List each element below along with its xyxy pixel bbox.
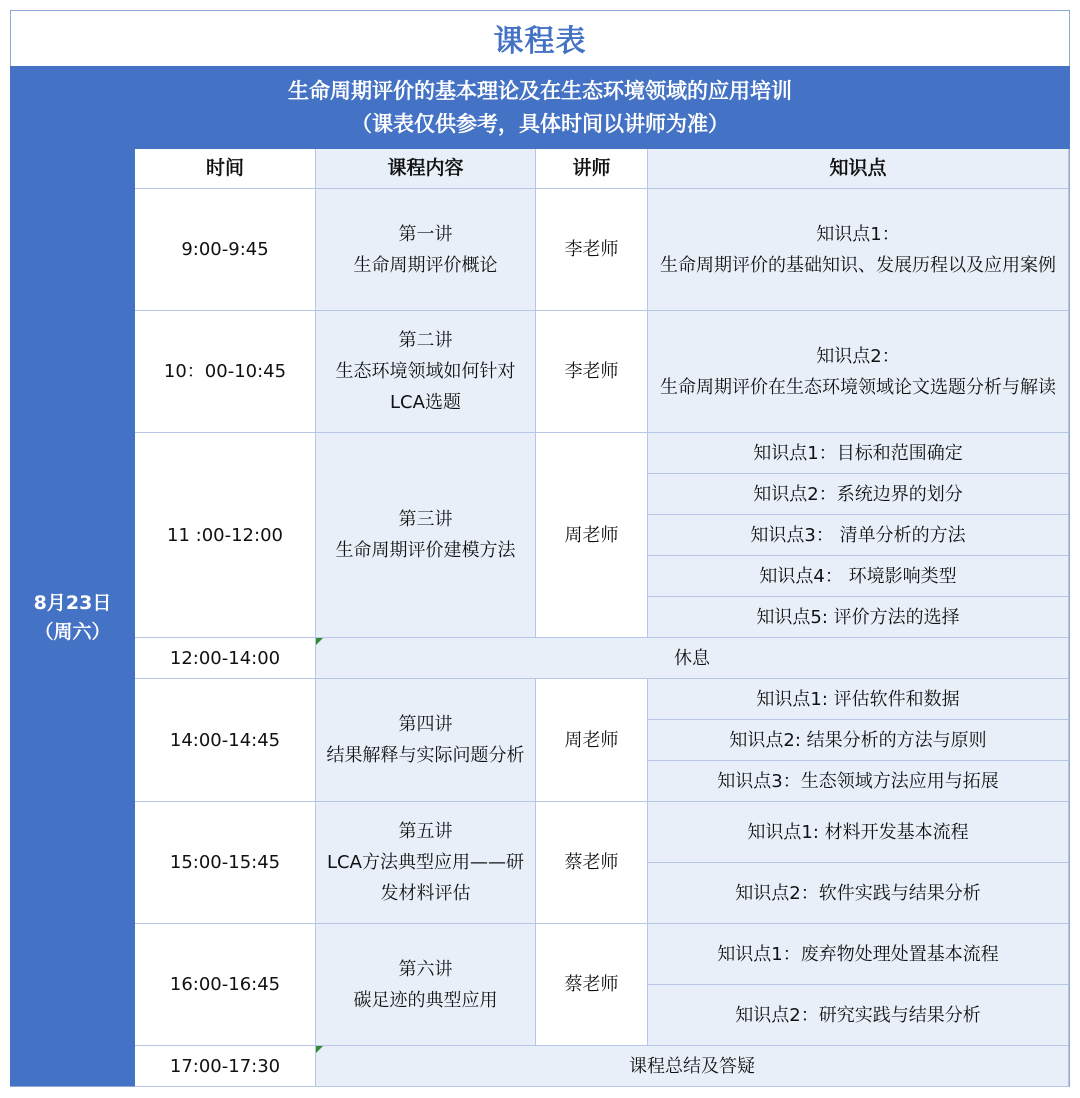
summary-label: 课程总结及答疑 (316, 1046, 1069, 1087)
session-5-kp-1: 知识点1: 材料开发基本流程 (648, 802, 1069, 863)
session-4-teacher: 周老师 (536, 679, 648, 802)
session-2-content (316, 311, 536, 433)
schedule-table (135, 149, 1069, 1086)
session-2-time: 10：00-10:45 (135, 311, 316, 433)
session-1-topic: 生命周期评价概论 (353, 254, 498, 276)
session-4-time: 14:00-14:45 (135, 679, 316, 802)
session-1-lecture: 第一讲 (398, 223, 453, 245)
session-3-time: 11 :00-12:00 (135, 433, 316, 638)
session-2-topic-line2: LCA选题 (390, 392, 461, 413)
weekday-label: （周六） (34, 620, 111, 643)
session-2-knowledge (648, 311, 1069, 433)
session-3-kp-5: 知识点5: 评价方法的选择 (648, 597, 1069, 638)
date-label: 8月23日 (33, 591, 112, 614)
session-6-lecture: 第六讲 (398, 958, 453, 980)
session-4-content (316, 679, 536, 802)
session-3-kp-2: 知识点2：系统边界的划分 (648, 474, 1069, 515)
date-column (10, 149, 135, 1086)
session-5-topic-line2: 发材料评估 (380, 883, 471, 904)
session-5-lecture: 第五讲 (398, 821, 453, 842)
header-time: 时间 (135, 149, 316, 189)
session-2-kp-text: 生命周期评价在生态环境领域论文选题分析与解读 (660, 376, 1056, 398)
session-2-teacher: 李老师 (536, 311, 648, 433)
session-4-lecture: 第四讲 (398, 714, 453, 735)
session-5-teacher: 蔡老师 (536, 802, 648, 924)
session-3-kp-4: 知识点4： 环境影响类型 (648, 556, 1069, 597)
break-time: 12:00-14:00 (135, 638, 316, 679)
session-2-topic-line1: 生态环境领域如何针对 (335, 361, 516, 382)
session-3-topic: 生命周期评价建模方法 (335, 540, 516, 561)
session-1-kp-text: 生命周期评价的基础知识、发展历程以及应用案例 (660, 254, 1056, 276)
session-5-time: 15:00-15:45 (135, 802, 316, 924)
session-2-kp-title: 知识点2： (816, 345, 900, 367)
session-3-kp-1: 知识点1：目标和范围确定 (648, 433, 1069, 474)
session-1-time: 9:00-9:45 (135, 189, 316, 311)
session-6-time: 16:00-16:45 (135, 924, 316, 1046)
course-note: （课表仅供参考，具体时间以讲师为准） (351, 111, 729, 136)
session-3-teacher: 周老师 (536, 433, 648, 638)
session-3-content (316, 433, 536, 638)
session-3-lecture: 第三讲 (398, 509, 453, 530)
header-teacher: 讲师 (536, 149, 648, 189)
header-knowledge: 知识点 (648, 149, 1069, 189)
session-1-knowledge (648, 189, 1069, 311)
session-1-content (316, 189, 536, 311)
session-2-lecture: 第二讲 (398, 330, 453, 351)
session-1-teacher: 李老师 (536, 189, 648, 311)
page-title: 课程表 (493, 24, 587, 59)
course-title: 生命周期评价的基本理论及在生态环境领域的应用培训 (288, 78, 792, 103)
break-label: 休息 (316, 638, 1069, 679)
session-6-kp-1: 知识点1：废弃物处理处置基本流程 (648, 924, 1069, 985)
session-6-kp-2: 知识点2：研究实践与结果分析 (648, 985, 1069, 1046)
session-6-teacher: 蔡老师 (536, 924, 648, 1046)
session-4-kp-1: 知识点1: 评估软件和数据 (648, 679, 1069, 720)
course-banner (10, 66, 1070, 149)
session-4-topic: 结果解释与实际问题分析 (326, 745, 525, 766)
session-5-kp-2: 知识点2：软件实践与结果分析 (648, 863, 1069, 924)
session-4-kp-2: 知识点2: 结果分析的方法与原则 (648, 720, 1069, 761)
header-content: 课程内容 (316, 149, 536, 189)
session-4-kp-3: 知识点3：生态领域方法应用与拓展 (648, 761, 1069, 802)
session-6-content (316, 924, 536, 1046)
session-5-topic-line1: LCA方法典型应用——研 (327, 852, 524, 873)
summary-time: 17:00-17:30 (135, 1046, 316, 1087)
session-1-kp-title: 知识点1： (816, 223, 900, 245)
session-3-kp-3: 知识点3： 清单分析的方法 (648, 515, 1069, 556)
session-5-content (316, 802, 536, 924)
session-6-topic: 碳足迹的典型应用 (353, 989, 498, 1011)
